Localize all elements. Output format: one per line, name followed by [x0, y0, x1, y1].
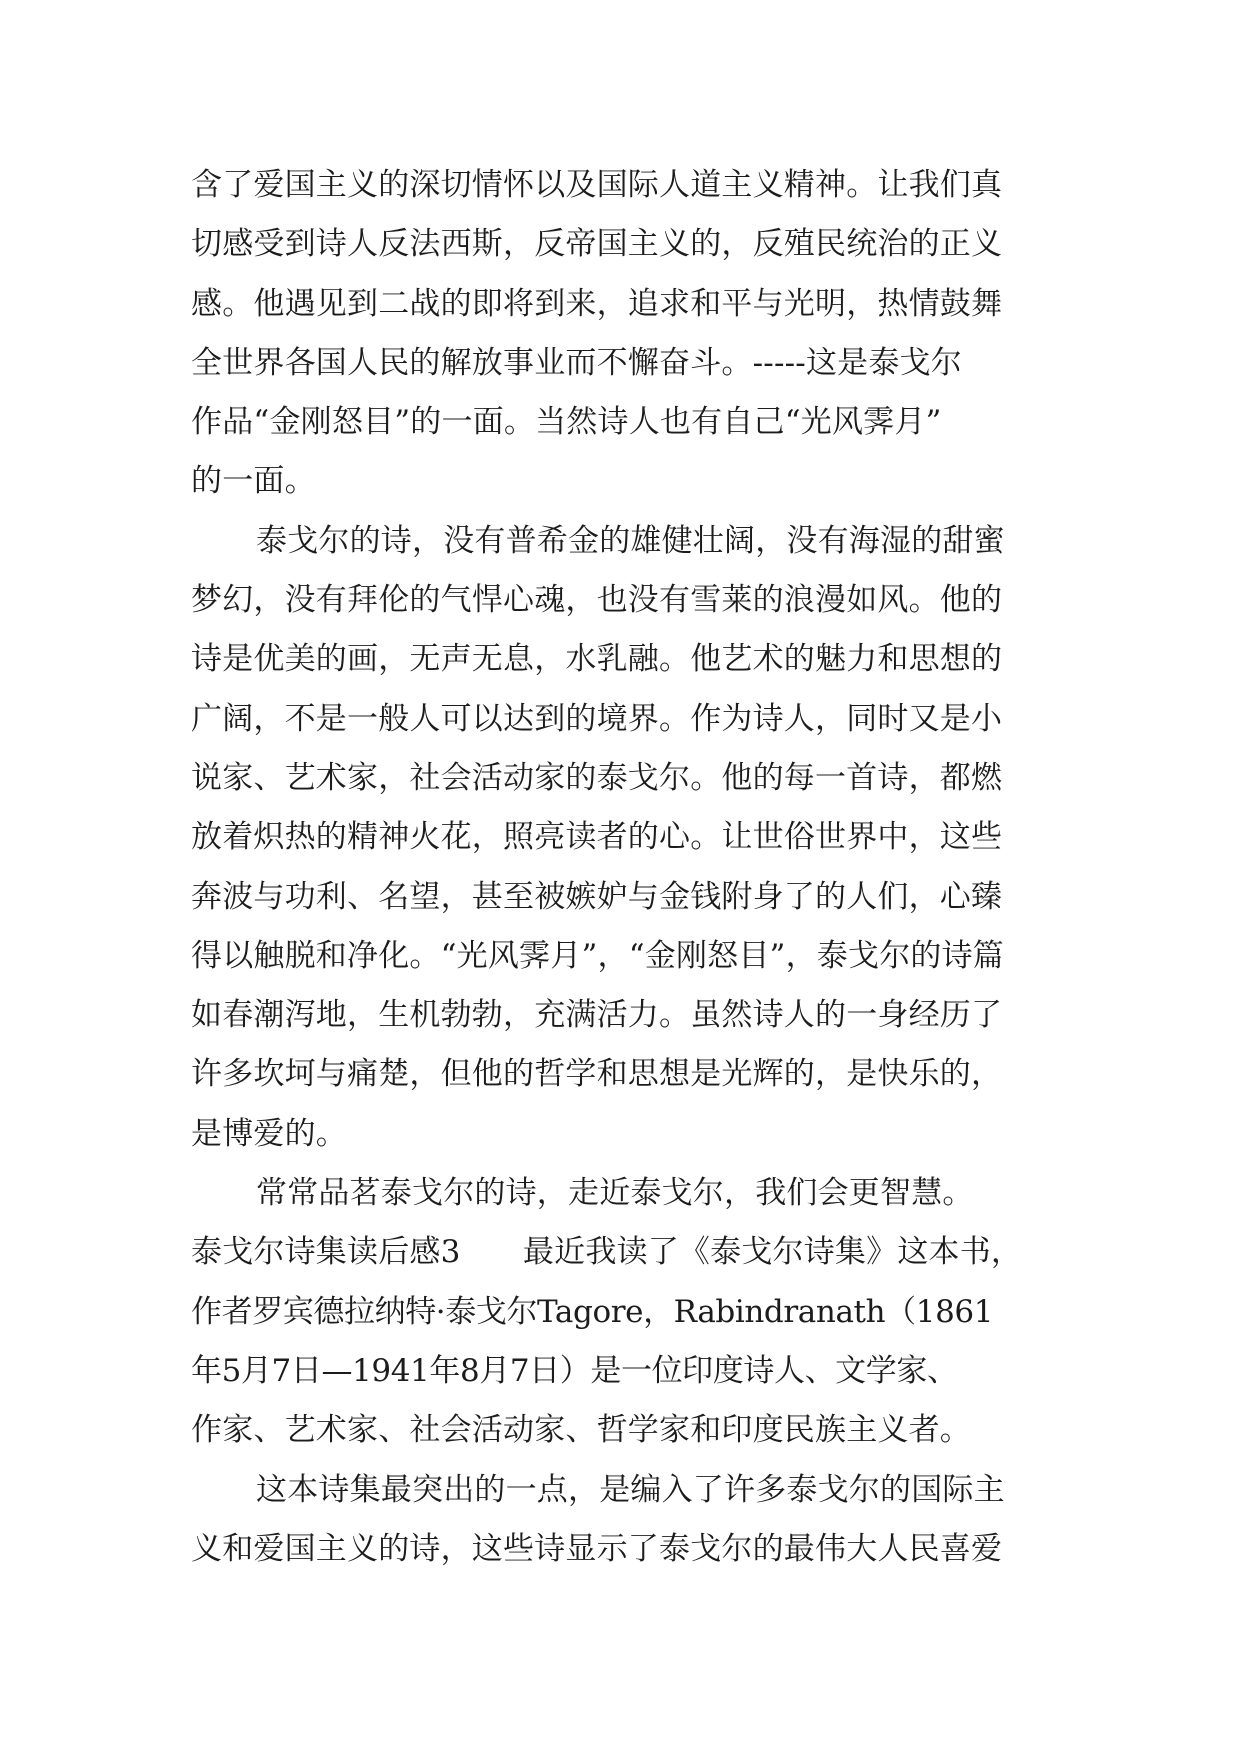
text-line: 作品“金刚怒目”的一面。当然诗人也有自己“光风霁月” — [191, 404, 942, 441]
paragraph-start-line: 泰戈尔的诗，没有普希金的雄健壮阔，没有海湿的甜蜜 — [256, 522, 1005, 559]
text-line: 奔波与功利、名望，甚至被嫉妒与金钱附身了的人们，心臻 — [191, 878, 1003, 915]
section-heading-line: 泰戈尔诗集读后感3 最近我读了《泰戈尔诗集》这本书， — [191, 1234, 1023, 1271]
text-line: 如春潮泻地，生机勃勃，充满活力。虽然诗人的一身经历了 — [191, 997, 1003, 1034]
text-line: 诗是优美的画，无声无息，水乳融。他艺术的魅力和思想的 — [191, 641, 1003, 678]
paragraph-start-line: 这本诗集最突出的一点，是编入了许多泰戈尔的国际主 — [256, 1471, 1005, 1508]
text-line: 含了爱国主义的深切情怀以及国际人道主义精神。让我们真 — [191, 167, 1003, 203]
text-line: 说家、艺术家，社会活动家的泰戈尔。他的每一首诗，都燃 — [191, 759, 1003, 796]
text-line: 放着炽热的精神火花，照亮读者的心。让世俗世界中，这些 — [191, 819, 1003, 856]
text-line: 梦幻，没有拜伦的气悍心魂，也没有雪莱的浪漫如风。他的 — [191, 582, 1003, 619]
text-line: 许多坎坷与痛楚，但他的哲学和思想是光辉的，是快乐的， — [191, 1056, 1003, 1093]
text-line: 年5月7日—1941年8月7日）是一位印度诗人、文学家、 — [191, 1352, 958, 1389]
document-body — [191, 156, 1091, 1579]
text-line: 得以触脱和净化。“光风霁月”，“金刚怒目”，泰戈尔的诗篇 — [191, 937, 1004, 974]
text-line: 的一面。 — [191, 463, 316, 500]
paragraph-start-line: 常常品茗泰戈尔的诗，走近泰戈尔，我们会更智慧。 — [256, 1175, 974, 1212]
text-line: 是博爱的。 — [191, 1115, 347, 1152]
text-line: 感。他遇见到二战的即将到来，追求和平与光明，热情鼓舞 — [191, 285, 1003, 322]
text-line: 切感受到诗人反法西斯，反帝国主义的，反殖民统治的正义 — [191, 226, 1003, 263]
text-line: 广阔，不是一般人可以达到的境界。作为诗人，同时又是小 — [191, 700, 1003, 737]
text-line: 作家、艺术家、社会活动家、哲学家和印度民族主义者。 — [191, 1412, 971, 1449]
text-line: 全世界各国人民的解放事业而不懈奋斗。-----这是泰戈尔 — [191, 344, 962, 381]
text-line: 义和爱国主义的诗，这些诗显示了泰戈尔的最伟大人民喜爱 — [191, 1530, 1003, 1567]
text-line: 作者罗宾德拉纳特·泰戈尔Tagore，Rabindranath（1861 — [191, 1293, 994, 1330]
